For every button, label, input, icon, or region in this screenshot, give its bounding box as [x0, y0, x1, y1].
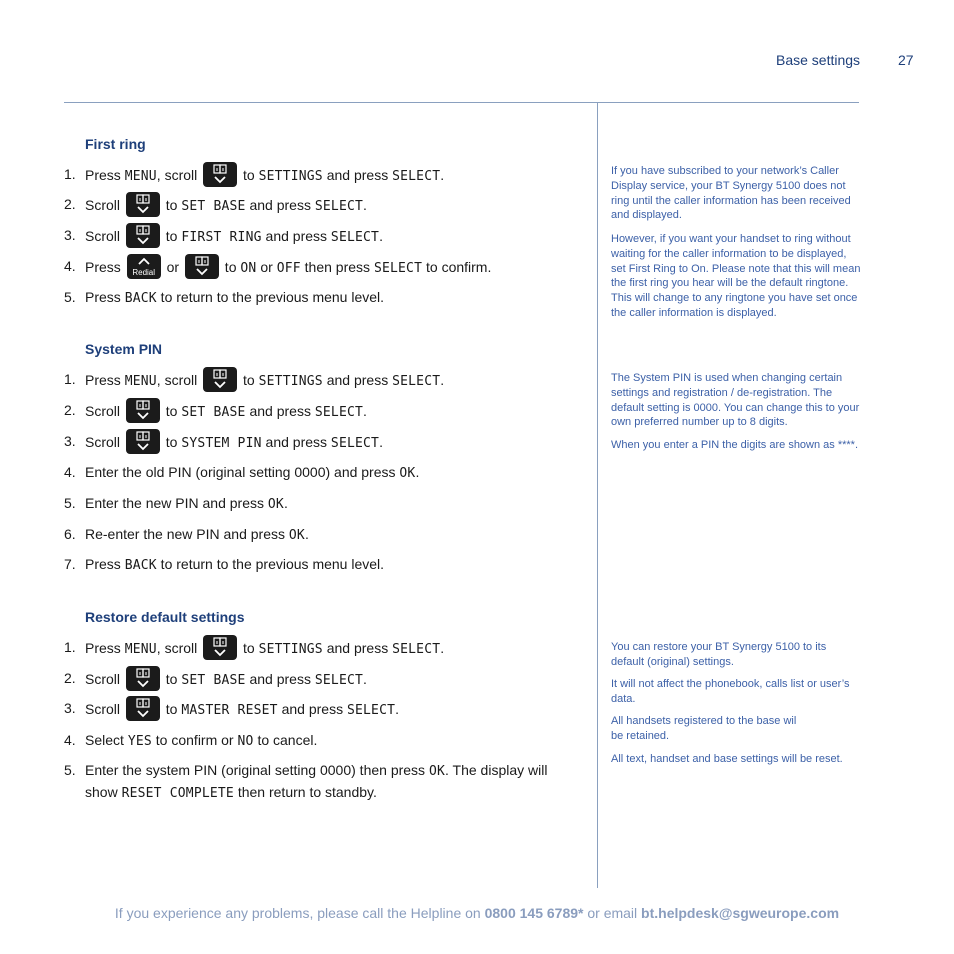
scroll-key-icon [126, 192, 160, 217]
page-number: 27 [898, 52, 914, 68]
helpline-footer: If you experience any problems, please call the Helpline on 0800 145 6789* or email bt.helpdesk@sgweurope.com [114, 905, 840, 921]
scroll-key-icon [203, 635, 237, 660]
restore-note-1: You can restore your BT Synergy 5100 to its default (original) settings. [611, 641, 827, 668]
redial-key-icon: Redial [127, 254, 161, 279]
first-ring-title: First ring [85, 136, 146, 152]
scroll-key-icon [185, 254, 219, 279]
helpline-phone: 0800 145 6789* [484, 905, 584, 921]
restore-note-4: All text, handset and base settings will be reset. [611, 753, 843, 765]
system-pin-title: System PIN [85, 341, 163, 357]
restore-note-3: All handsets registered to the base wil be retained. [611, 715, 797, 742]
scroll-key-icon [203, 162, 237, 187]
first-ring-note-2: However, if you want your handset to ring without waiting for the caller information to be displayed, set First Ring to On. Please note that this will mean the first ring you hear will be the default ringtone. This will change to any ringtone you have set once the caller information is displayed. [611, 233, 861, 319]
scroll-key-icon [126, 223, 160, 248]
column-divider [597, 102, 598, 888]
restore-step-5: 5. Enter the system PIN (original setting 0000) then press OK. The display will show RESET COMPLETE then return to standby. [64, 762, 548, 801]
scroll-key-icon [126, 666, 160, 691]
restore-title: Restore default settings [85, 609, 245, 625]
header-divider [64, 102, 859, 103]
first-ring-note-1: If you have subscribed to your network’s Caller Display service, your BT Synergy 5100 does not ring until the caller information has been received and displayed. [611, 165, 851, 222]
helpdesk-email: bt.helpdesk@sgweurope.com [641, 905, 840, 921]
system-pin-note-1: The System PIN is used when changing certain settings and registration / de-registration. The default setting is 0000. You can change this to your own preferred number up to 8 digits. [611, 372, 860, 429]
restore-note-2: It will not affect the phonebook, calls list or user’s data. [611, 678, 850, 705]
scroll-key-icon [126, 429, 160, 454]
system-pin-note-2: When you enter a PIN the digits are shown as ****. [611, 439, 859, 451]
section-heading: Base settings [776, 52, 861, 68]
scroll-key-icon [126, 696, 160, 721]
scroll-key-icon [203, 367, 237, 392]
scroll-key-icon [126, 398, 160, 423]
